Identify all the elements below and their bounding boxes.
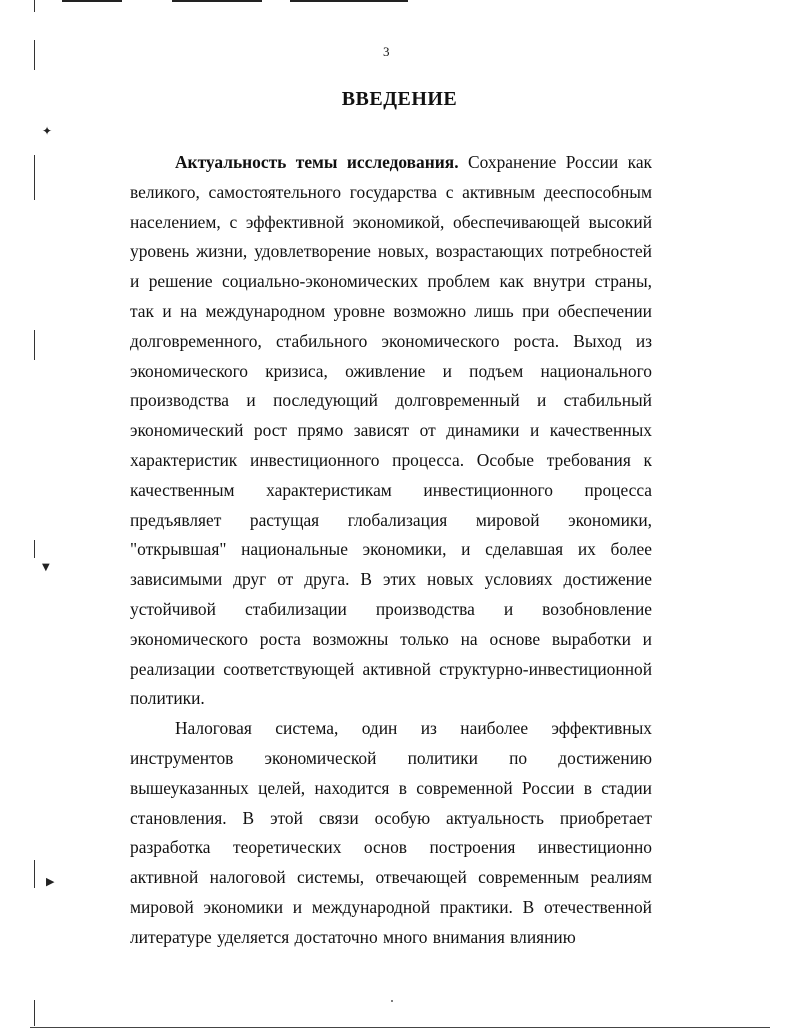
paragraph-lead: Актуальность темы исследования. [175,152,459,172]
page-number: 3 [383,44,390,59]
triangle-down-mark-icon: ▼ [42,562,50,573]
paragraph-text: Налоговая система, один из наиболее эффективных инструментов экономической политики по достижению вышеуказанных целей, находится в современной России в стадии становления. В этой связи особую актуальность приобретает разработка теоретических основ построения инвестиционно активной налоговой системы, отвечающей современным реалиям мировой экономики и международной практики. В отечественной литературе уделяется достаточно много внимания влиянию [130,718,652,947]
paragraph [130,714,652,952]
scan-margin-line [34,1000,35,1026]
scan-margin-line [34,155,35,200]
scan-margin-line [34,330,35,360]
scan-margin-line [34,540,35,558]
page-title: ВВЕДЕНИЕ [341,88,458,110]
paragraph-text: Сохранение России как великого, самостоятельного государства с активным дееспособным населением, с эффективной экономикой, обеспечивающей высокий уровень жизни, удовлетворение новых, возрастающих потребностей и решение социально-экономических проблем как внутри страны, так и на международном уровне возможно лишь при обеспечении долговременного, стабильного экономического роста. Выход из экономического кризиса, оживление и подъем национального производства и последующий долговременный и стабильный экономический рост прямо зависят от динамики и качественных характеристик инвестиционного процесса. Особые требования к качественным характеристикам инвестиционного процесса предъявляет растущая глобализация мировой экономики, "открывшая" национальные экономики, и сделавшая их более зависимыми друг от друга. В этих новых условиях достижение устойчивой стабилизации производства и возобновление экономического роста возможны только на основе выработки и реализации соответствующей активной структурно-инвестиционной политики. [130,152,653,709]
star-mark-icon: ✦ [42,124,53,138]
scan-dot [391,1000,393,1002]
scan-margin-line [34,40,35,70]
arrow-right-mark-icon: ▶ [46,875,55,888]
scan-edge-line [62,0,122,2]
body-text [130,148,652,953]
scan-edge-line [290,0,408,2]
scan-edge-line [172,0,262,2]
scan-margin-line [34,0,35,12]
paragraph [130,148,652,714]
scan-bottom-line [30,1027,770,1028]
scan-margin-line [34,860,35,888]
